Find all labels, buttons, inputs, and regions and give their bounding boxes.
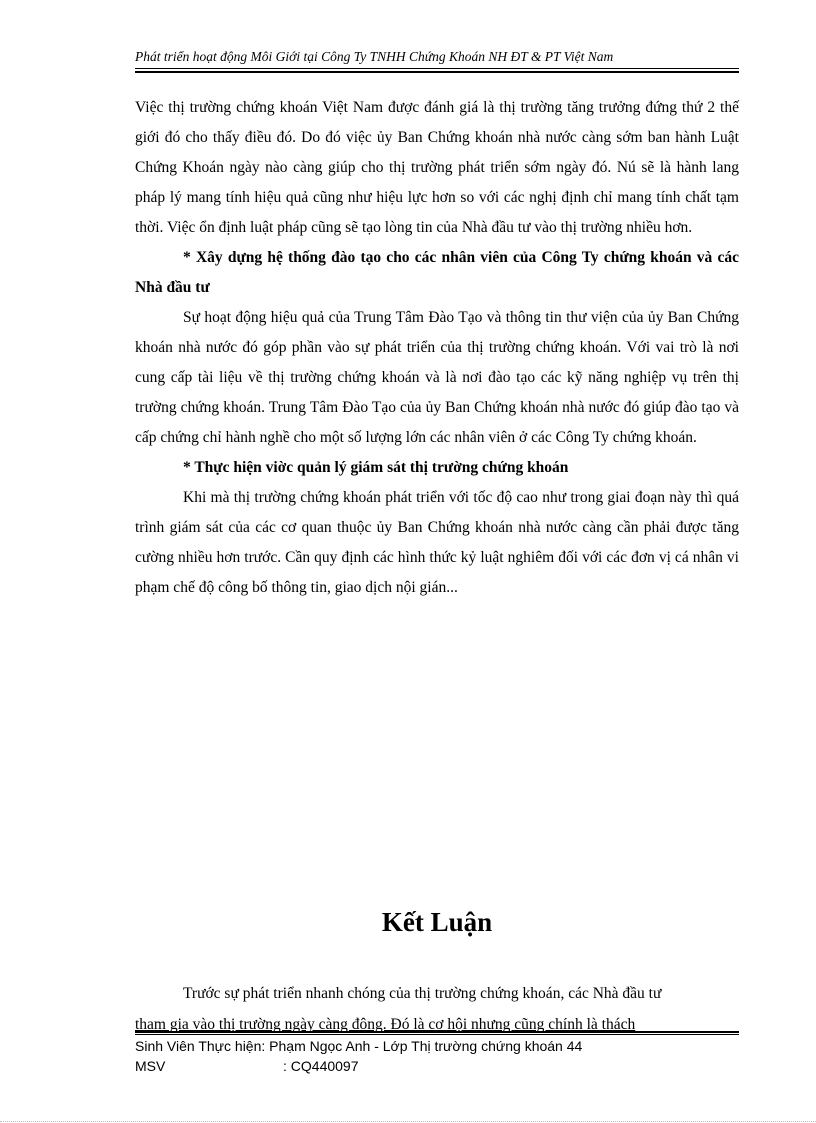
header-rule	[135, 68, 739, 69]
paragraph: Việc thị trường chứng khoán Việt Nam được đánh giá là thị trường tăng trưởng đứng thứ 2 thế giới đó cho thấy điều đó. Do đó việc ủy Ban Chứng khoán nhà nước càng sớm ban hành Luật Chứng Khoán ngày nào càng giúp cho thị trường phát triển sớm ngày đó. Nú sẽ là hành lang pháp lý mang tính hiệu quả cũng như hiệu lực hơn so với các nghị định chỉ mang tính chất tạm thời. Việc ổn định luật pháp cũng sẽ tạo lòng tin của Nhà đầu tư vào thị trường nhiều hơn.	[135, 99, 739, 236]
footer-msv-value: : CQ440097	[283, 1058, 359, 1074]
conclusion-heading: Kết Luận	[381, 907, 493, 937]
section-subheading: * Thực hiện viờc quản lý giám sát thị trường chứng khoán	[183, 459, 569, 476]
footer-student-line: Sinh Viên Thực hiện: Phạm Ngọc Anh - Lớp Thị trường chứng khoán 44	[135, 1038, 583, 1054]
page-footer	[135, 1036, 739, 1076]
body-content	[135, 93, 739, 603]
conclusion-line-underlined: tham gia vào thị trường ngày càng đông. Đó là cơ hội nhưng cũng chính là thách	[135, 1016, 636, 1033]
section-subheading: * Xây dựng hệ thống đào tạo cho các nhân viên của Công Ty chứng khoán và các Nhà đầu tư	[135, 249, 739, 296]
paragraph: Sự hoạt động hiệu quả của Trung Tâm Đào Tạo và thông tin thư viện của ủy Ban Chứng khoán nhà nước đó góp phần vào sự phát triển của thị trường chứng khoán. Với vai trò là nơi cung cấp tài liệu về thị trường chứng khoán và là nơi đào tạo các kỹ năng nghiệp vụ trên thị trường chứng khoán. Trung Tâm Đào Tạo của ủy Ban Chứng khoán nhà nước đó giúp đào tạo và cấp chứng chỉ hành nghề cho một số lượng lớn các nhân viên ở các Công Ty chứng khoán.	[135, 309, 739, 446]
conclusion-line: Trước sự phát triển nhanh chóng của thị trường chứng khoán, các Nhà đầu tư	[183, 985, 662, 1002]
footer-msv-line	[135, 1056, 739, 1076]
footer-msv-label: MSV	[135, 1058, 166, 1074]
page-boundary	[0, 1121, 816, 1122]
footer-rule	[135, 1034, 739, 1035]
header-rule-thick	[135, 71, 739, 73]
footer-rule-thick	[135, 1031, 739, 1033]
paragraph: Khi mà thị trường chứng khoán phát triển với tốc độ cao như trong giai đoạn này thì quá trình giám sát của các cơ quan thuộc ủy Ban Chứng khoán nhà nước càng cần phải được tăng cường nhiều hơn trước. Cần quy định các hình thức kỷ luật nghiêm đối với các đơn vị cá nhân vi phạm chế độ công bố thông tin, giao dịch nội gián...	[135, 489, 739, 596]
running-header: Phát triển hoạt động Môi Giới tại Công Ty TNHH Chứng Khoán NH ĐT & PT Việt Nam	[135, 49, 614, 64]
